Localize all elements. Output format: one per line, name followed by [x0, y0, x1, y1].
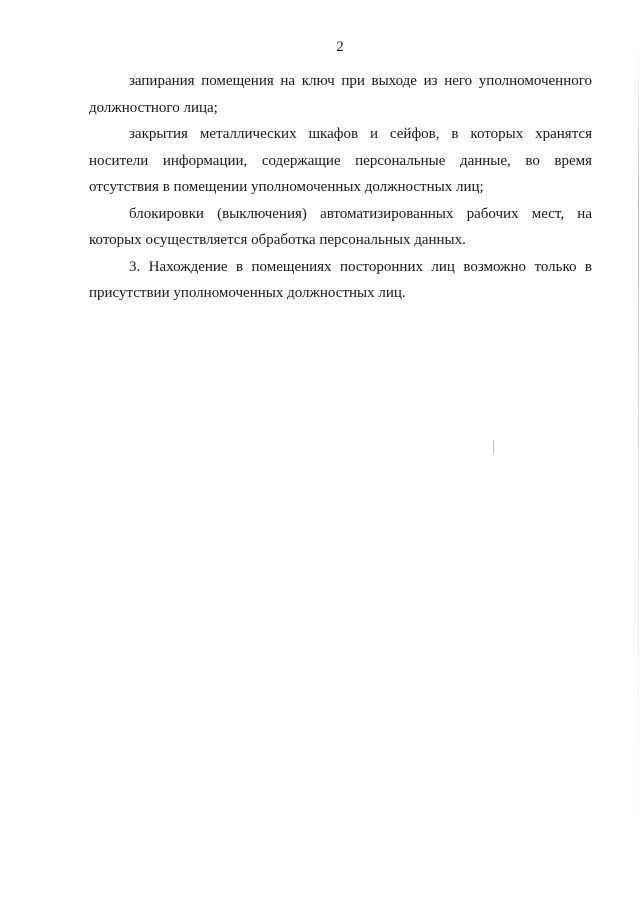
- paragraph-locking-room: запирания помещения на ключ при выходе из него уполномоченного должностного лица;: [89, 73, 592, 116]
- paragraph-outsiders-presence: 3. Нахождение в помещениях посторонних лиц возможно только в присутствии уполномоченных должностных лиц.: [89, 258, 592, 301]
- page-number: 2: [336, 39, 344, 55]
- document-body: [89, 68, 592, 307]
- scan-edge-line: [638, 40, 639, 840]
- paragraph-closing-cabinets: закрытия металлических шкафов и сейфов, в которых хранятся носители информации, содержащие персональные данные, во время отсутствия в помещении уполномоченных должностных лиц;: [89, 126, 592, 195]
- paragraph-blocking-workstations: блокировки (выключения) автоматизированных рабочих мест, на которых осуществляется обработка персональных данных.: [89, 205, 592, 248]
- scan-speck: [493, 440, 494, 454]
